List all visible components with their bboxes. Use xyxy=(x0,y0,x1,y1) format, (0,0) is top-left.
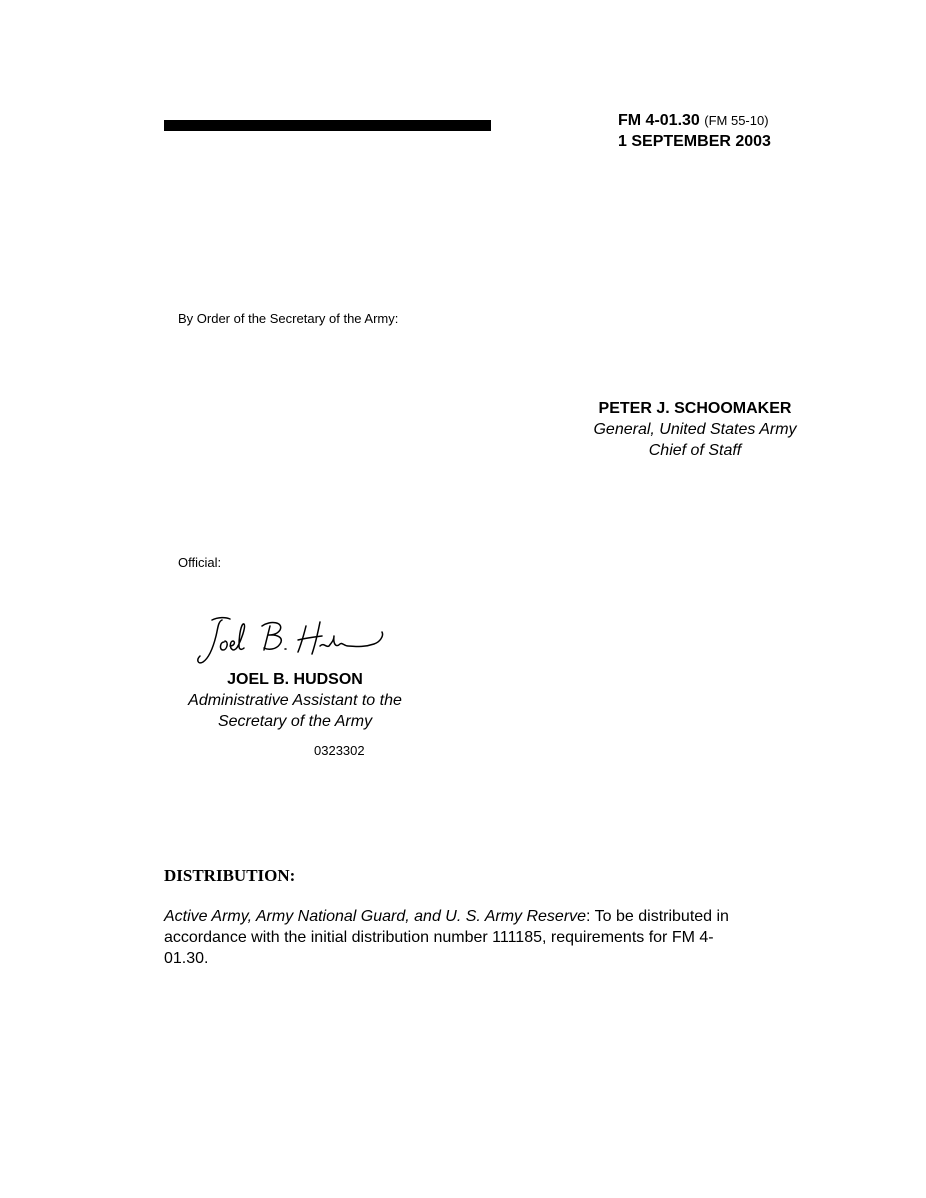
publication-header xyxy=(618,111,878,152)
publication-date: 1 SEPTEMBER 2003 xyxy=(618,133,771,150)
distribution-heading: DISTRIBUTION: xyxy=(164,866,296,885)
handwritten-signature xyxy=(192,612,392,674)
publication-number-line xyxy=(618,111,878,131)
administrative-assistant-title-line2: Secretary of the Army xyxy=(217,713,373,730)
administrative-assistant-title-line1: Administrative Assistant to the xyxy=(188,692,402,709)
distribution-paragraph xyxy=(164,906,744,969)
administrative-assistant-name: JOEL B. HUDSON xyxy=(227,671,363,688)
chief-of-staff-rank: General, United States Army xyxy=(593,421,797,438)
chief-of-staff-block xyxy=(570,398,820,461)
administrative-assistant-block xyxy=(160,669,430,732)
distribution-audience: Active Army, Army National Guard, and U. S. Army Reserve xyxy=(164,908,587,925)
chief-of-staff-position: Chief of Staff xyxy=(648,442,742,459)
superseded-publication: (FM 55-10) xyxy=(704,113,769,128)
distribution-text: : To be distributed in accordance with the initial distribution number 111185, requirements for FM 4-01.30. xyxy=(164,908,729,967)
chief-of-staff-name: PETER J. SCHOOMAKER xyxy=(598,400,792,417)
header-rule-bar xyxy=(164,120,491,131)
order-statement: By Order of the Secretary of the Army: xyxy=(178,311,399,326)
authentication-number: 0323302 xyxy=(314,743,365,758)
official-label: Official: xyxy=(178,555,222,570)
publication-number: FM 4-01.30 xyxy=(618,112,700,129)
